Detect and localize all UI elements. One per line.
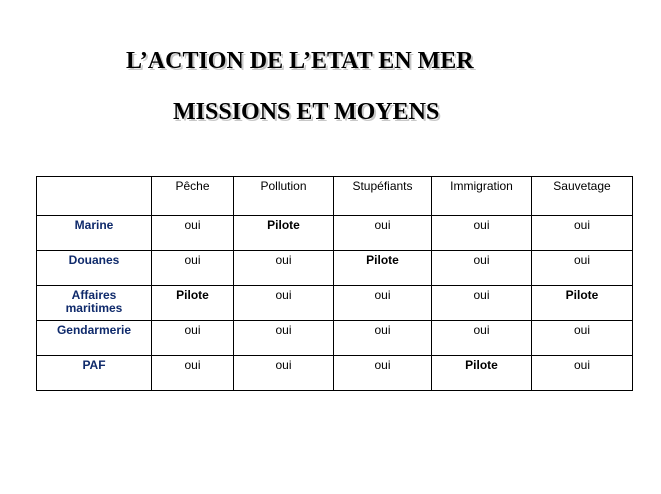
table-row [37, 321, 633, 356]
table-cell: oui [152, 216, 234, 251]
table-cell: oui [432, 286, 532, 321]
table-cell: oui [532, 356, 633, 391]
header-cell-stupefiants: Stupéfiants [334, 177, 432, 216]
table-cell: oui [532, 251, 633, 286]
table-cell: oui [334, 356, 432, 391]
table-cell: oui [234, 321, 334, 356]
corner-cell [37, 177, 152, 216]
header-cell-sauvetage: Sauvetage [532, 177, 633, 216]
table-cell: oui [234, 286, 334, 321]
table-cell: Pilote [334, 251, 432, 286]
table-cell: oui [432, 251, 532, 286]
main-title: L’ACTION DE L’ETAT EN MER [126, 48, 474, 74]
table-cell: oui [234, 356, 334, 391]
subtitle: MISSIONS ET MOYENS [173, 99, 440, 125]
table-cell: oui [432, 216, 532, 251]
table-cell: oui [532, 216, 633, 251]
row-label-marine: Marine [37, 216, 152, 251]
header-cell-peche: Pêche [152, 177, 234, 216]
table-cell: oui [152, 356, 234, 391]
table-cell: Pilote [432, 356, 532, 391]
table-row [37, 216, 633, 251]
table-cell: oui [152, 251, 234, 286]
row-label-affaires-maritimes [37, 286, 152, 321]
table-cell: oui [432, 321, 532, 356]
table-cell: Pilote [234, 216, 334, 251]
missions-table [36, 176, 633, 391]
table-cell: oui [152, 321, 234, 356]
table-cell: oui [334, 321, 432, 356]
row-label-paf: PAF [37, 356, 152, 391]
row-label-douanes: Douanes [37, 251, 152, 286]
table-row [37, 286, 633, 321]
table-cell: oui [234, 251, 334, 286]
header-cell-immigration: Immigration [432, 177, 532, 216]
row-label-line: Affaires [71, 288, 117, 302]
row-label-line: maritimes [65, 301, 123, 315]
table-cell: oui [334, 286, 432, 321]
table-row [37, 251, 633, 286]
row-label-gendarmerie: Gendarmerie [37, 321, 152, 356]
table-cell: Pilote [152, 286, 234, 321]
table-cell: oui [334, 216, 432, 251]
table-cell: oui [532, 321, 633, 356]
header-row [37, 177, 633, 216]
table-row [37, 356, 633, 391]
header-cell-pollution: Pollution [234, 177, 334, 216]
table-cell: Pilote [532, 286, 633, 321]
